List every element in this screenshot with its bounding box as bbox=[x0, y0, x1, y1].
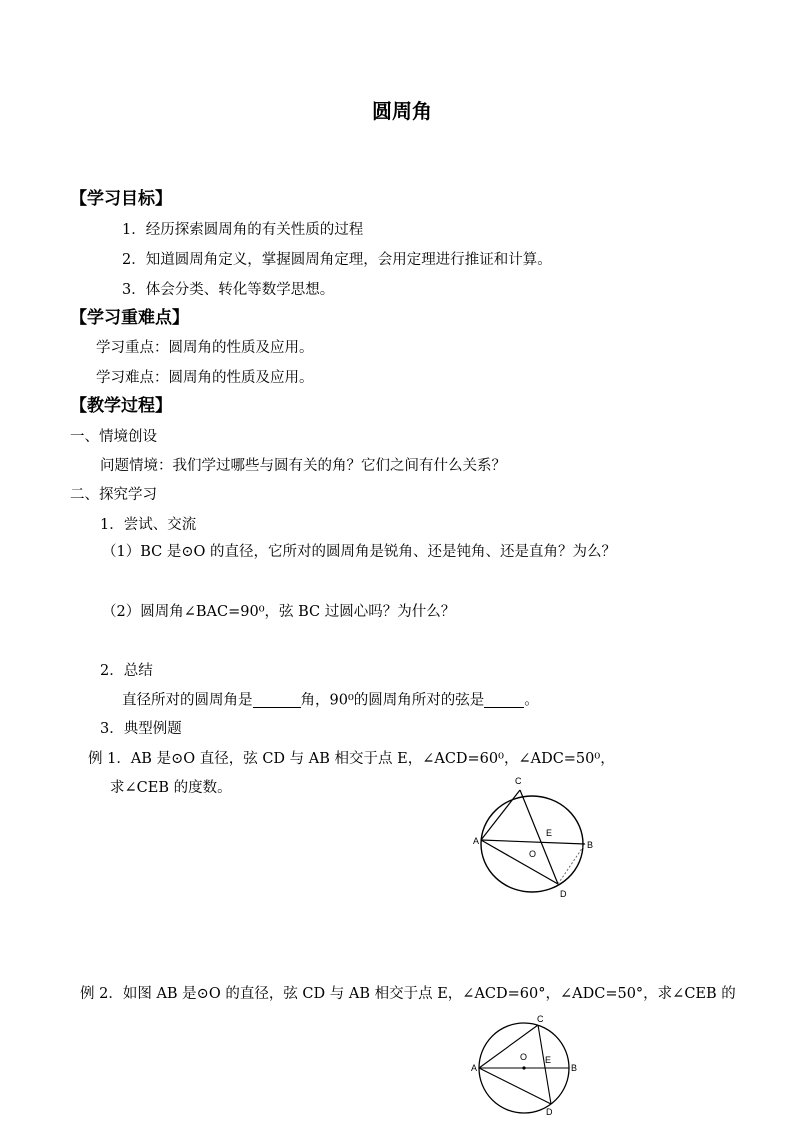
blank-2[interactable] bbox=[484, 693, 524, 708]
fig1-label-c: C bbox=[515, 776, 522, 786]
fig1-chord-cd bbox=[520, 790, 558, 884]
part1-heading: 一、情境创设 bbox=[70, 429, 157, 445]
key-heading: 【学习重难点】 bbox=[70, 308, 189, 328]
question-1: （1）BC 是⊙O 的直径，它所对的圆周角是锐角、还是钝角、还是直角？为么？ bbox=[102, 544, 616, 560]
fig2-label-b: B bbox=[571, 1063, 578, 1073]
example-1-line-1: 例 1．AB 是⊙O 直径，弦 CD 与 AB 相交于点 E，∠ACD=60⁰，∠ADC=50⁰， bbox=[88, 751, 615, 767]
fig2-label-c: C bbox=[537, 1014, 544, 1024]
example-1-line-2: 求∠CEB 的度数。 bbox=[110, 780, 232, 796]
goal-item-3: 3．体会分类、转化等数学思想。 bbox=[122, 282, 335, 298]
fig1-diameter-ab bbox=[481, 840, 585, 844]
fig1-chord-bd bbox=[558, 844, 585, 884]
summary-line bbox=[122, 693, 539, 708]
summary-part-b: 角，90⁰的圆周角所对的弦是 bbox=[300, 692, 485, 709]
example-2-line-1: 例 2．如图 AB 是⊙O 的直径，弦 CD 与 AB 相交于点 E，∠ACD=60°，∠ADC=50°，求∠CEB 的 bbox=[80, 986, 736, 1002]
sub3-heading: 3．典型例题 bbox=[100, 721, 182, 737]
key-item-1: 学习重点：圆周角的性质及应用。 bbox=[96, 340, 314, 356]
fig1-chord-ad bbox=[481, 840, 558, 884]
goals-heading: 【学习目标】 bbox=[70, 189, 172, 209]
fig1-label-b: B bbox=[587, 840, 594, 850]
figure-2-diagram bbox=[471, 1014, 585, 1117]
figure-1-diagram bbox=[472, 772, 612, 902]
question-2: （2）圆周角∠BAC=90⁰，弦 BC 过圆心吗？为什么？ bbox=[102, 604, 456, 620]
fig1-label-a: A bbox=[473, 836, 480, 846]
fig2-label-o: O bbox=[520, 1052, 528, 1062]
fig1-label-o: O bbox=[529, 849, 537, 859]
sub1-heading: 1．尝试、交流 bbox=[100, 517, 197, 533]
page-title: 圆周角 bbox=[372, 99, 432, 123]
fig1-label-e: E bbox=[546, 828, 553, 838]
fig1-circle bbox=[481, 796, 583, 892]
process-heading: 【教学过程】 bbox=[70, 396, 172, 416]
part2-heading: 二、探究学习 bbox=[70, 487, 157, 503]
fig1-chord-ac bbox=[481, 790, 520, 840]
summary-part-a: 直径所对的圆周角是 bbox=[122, 692, 253, 709]
fig2-chord-ac bbox=[479, 1025, 538, 1068]
fig1-label-d: D bbox=[560, 889, 567, 899]
fig2-label-e: E bbox=[545, 1055, 552, 1065]
fig2-chord-ad bbox=[479, 1068, 551, 1104]
blank-1[interactable] bbox=[253, 693, 301, 708]
sub2-heading: 2．总结 bbox=[100, 663, 153, 679]
fig2-label-d: D bbox=[546, 1107, 553, 1117]
key-item-2: 学习难点：圆周角的性质及应用。 bbox=[96, 370, 314, 386]
goal-item-2: 2．知道圆周角定义，掌握圆周角定理，会用定理进行推证和计算。 bbox=[122, 252, 552, 268]
summary-part-c: 。 bbox=[524, 692, 539, 709]
part1-text: 问题情境：我们学过哪些与圆有关的角？它们之间有什么关系？ bbox=[100, 458, 506, 474]
goal-item-1: 1．经历探索圆周角的有关性质的过程 bbox=[122, 222, 364, 238]
fig2-label-a: A bbox=[471, 1063, 478, 1073]
fig2-center-dot bbox=[522, 1066, 525, 1069]
